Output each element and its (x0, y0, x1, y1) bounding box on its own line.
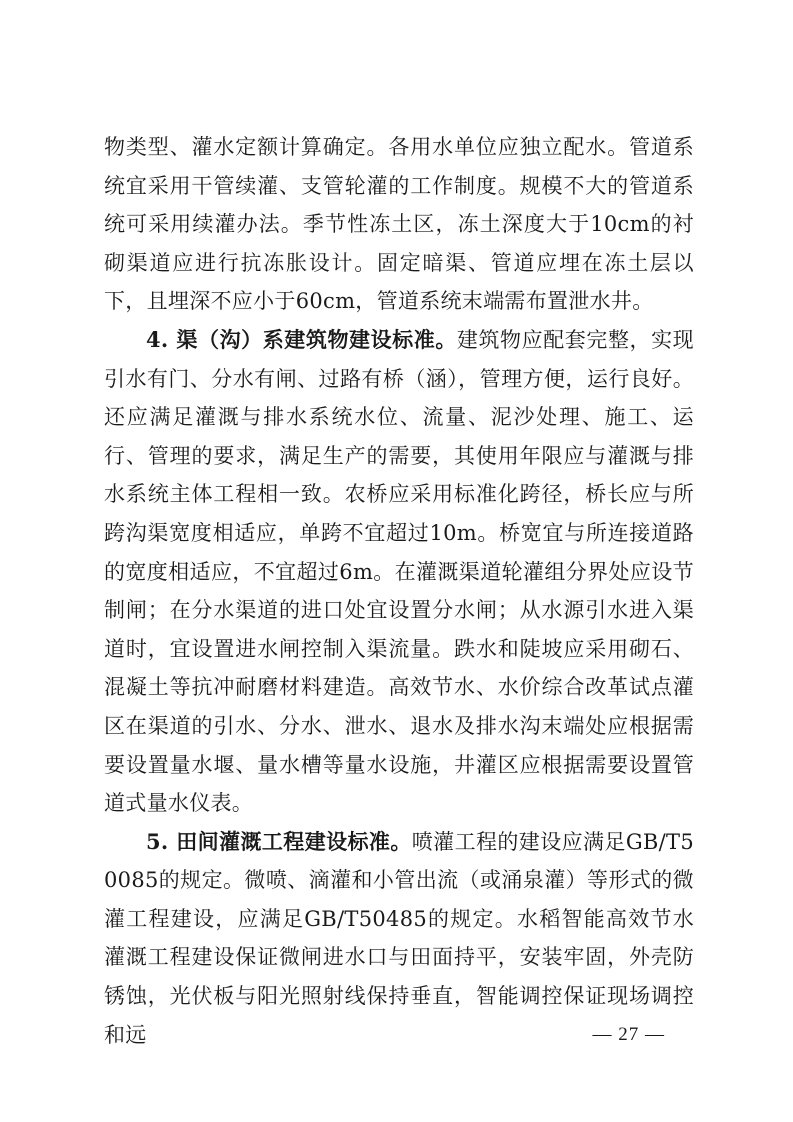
section-heading-4: 4. 渠（沟）系建筑物建设标准。 (146, 326, 457, 352)
paragraph-canal-structures (104, 321, 694, 823)
paragraph-continuation (104, 128, 694, 321)
document-body (104, 128, 694, 1054)
paragraph-field-irrigation (104, 823, 694, 1055)
page-number: — 27 — (592, 1024, 665, 1045)
paragraph-body: 喷灌工程的建设应满足GB/T50085的规定。微喷、滴灌和小管出流（或涌泉灌）等形式的微灌工程建设，应满足GB/T50485的规定。水稻智能高效节水灌溉工程建设保证微闸进水口与田面持平，安装牢固，外壳防锈蚀，光伏板与阳光照射线保持垂直，智能调控保证现场调控和远 (104, 829, 694, 1047)
paragraph-body: 建筑物应配套完整，实现引水有门、分水有闸、过路有桥（涵），管理方便，运行良好。还应满足灌溉与排水系统水位、流量、泥沙处理、施工、运行、管理的要求，满足生产的需要，其使用年限应与灌溉与排水系统主体工程相一致。农桥应采用标准化跨径，桥长应与所跨沟渠宽度相适应，单跨不宜超过10m。桥宽宜与所连接道路的宽度相适应，不宜超过6m。在灌溉渠道轮灌组分界处应设节制闸；在分水渠道的进口处宜设置分水闸；从水源引水进入渠道时，宜设置进水闸控制入渠流量。跌水和陡坡应采用砌石、混凝土等抗冲耐磨材料建造。高效节水、水价综合改革试点灌区在渠道的引水、分水、泄水、退水及排水沟末端处应根据需要设置量水堰、量水槽等量水设施，井灌区应根据需要设置管道式量水仪表。 (104, 327, 694, 816)
section-heading-5: 5. 田间灌溉工程建设标准。 (146, 828, 412, 854)
paragraph-body: 物类型、灌水定额计算确定。各用水单位应独立配水。管道系统宜采用干管续灌、支管轮灌的工作制度。规模不大的管道系统可采用续灌办法。季节性冻土区，冻土深度大于10cm的衬砌渠道应进行抗冻胀设计。固定暗渠、管道应埋在冻土层以下，且埋深不应小于60cm，管道系统末端需布置泄水井。 (104, 135, 694, 314)
